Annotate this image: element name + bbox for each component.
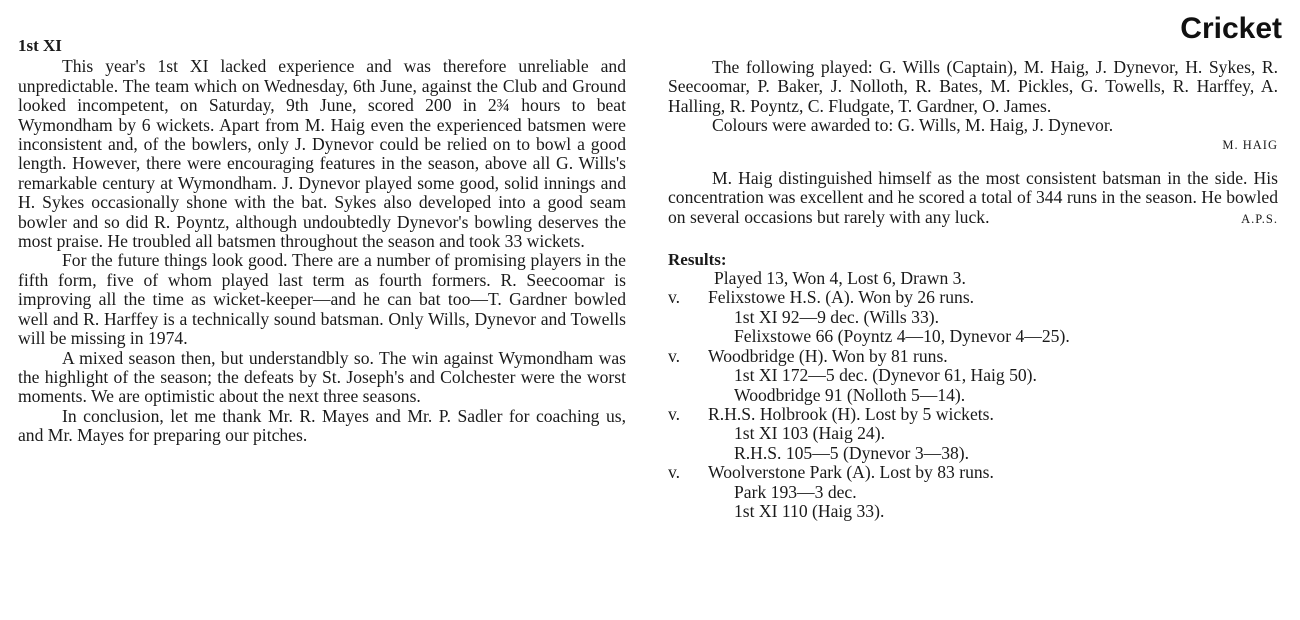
match-score: R.H.S. 105—5 (Dynevor 3—38).: [734, 442, 970, 463]
match-fixture-line: [668, 347, 1278, 366]
versus-marker: v.: [668, 462, 681, 483]
match-entry: [668, 463, 1278, 521]
match-entry: [668, 405, 1278, 463]
versus-marker: v.: [668, 403, 681, 424]
versus-marker: v.: [668, 345, 681, 366]
right-column: [668, 58, 1278, 521]
report-paragraph: In conclusion, let me thank Mr. R. Mayes and Mr. P. Sadler for coaching us, and Mr. Mayes for preparing our pitches.: [18, 405, 626, 446]
match-fixture: Woodbridge (H). Won by 81 runs.: [708, 345, 948, 366]
results-summary: Played 13, Won 4, Lost 6, Drawn 3.: [714, 268, 966, 289]
haig-paragraph: M. Haig distinguished himself as the most consistent batsman in the side. His concentration was excellent and he scored a total of 344 runs in the season. He bowled on several occasions but rarely with any luck.: [668, 168, 1278, 227]
match-fixture: Felixstowe H.S. (A). Won by 26 runs.: [708, 287, 975, 308]
page-label: Cricket: [1180, 12, 1282, 45]
match-score: 1st XI 172—5 dec. (Dynevor 61, Haig 50).: [734, 365, 1037, 386]
report-paragraph: A mixed season then, but understandbly so. The win against Wymondham was the highlight of the season; the defeats by St. Joseph's and Colchester were the worst moments. We are optimistic about the next three seasons.: [18, 347, 626, 407]
match-score: Felixstowe 66 (Poyntz 4—10, Dynevor 4—25).: [734, 326, 1070, 347]
match-score: 1st XI 92—9 dec. (Wills 33).: [734, 306, 940, 327]
report-paragraph: For the future things look good. There are a number of promising players in the fifth form, five of whom played last term as fourth formers. R. Seecoomar is improving all the time as wicket-keeper—and he can bat too—T. Gardner bowled well and R. Harffey is a technically sound batsman. Only Wills, Dynevor and Towells will be missing in 1974.: [18, 250, 626, 349]
match-list: [668, 288, 1278, 521]
report-paragraph: This year's 1st XI lacked experience and was therefore unreliable and unpredictable. The team which on Wednesday, 6th June, against the Club and Ground looked incompetent, on Saturday, 9th June, scored 200 in 2¾ hours to beat Wymondham by 6 wickets. Apart from M. Haig even the experienced batsmen were inconsistent and, of the bowlers, only J. Dynevor could be relied on to bowl a good length. However, there were encouraging features in the season, above all G. Wills's remarkable century at Wymondham. J. Dynevor played some good, solid innings and H. Sykes occasionally shone with the bat. Sykes also developed into a good seam bowler and so did R. Poyntz, although undoubtedly Dynevor's bowling deserves the most praise. He troubled all batsmen throughout the season and took 33 wickets.: [18, 56, 626, 252]
match-fixture-line: [668, 288, 1278, 307]
section-heading: 1st XI: [18, 36, 62, 55]
match-score: Park 193—3 dec.: [734, 481, 857, 502]
match-fixture-line: [668, 405, 1278, 424]
players-paragraph: The following played: G. Wills (Captain), M. Haig, J. Dynevor, H. Sykes, R. Seecoomar, P. Baker, J. Nolloth, R. Bates, M. Pickles, G. Towells, R. Harffey, A. Halling, R. Poyntz, C. Fludgate, T. Gardner, O. James.: [668, 57, 1278, 116]
match-fixture: R.H.S. Holbrook (H). Lost by 5 wickets.: [708, 403, 994, 424]
match-score: 1st XI 110 (Haig 33).: [734, 500, 885, 521]
results-heading: Results:: [668, 249, 727, 269]
author-credit: A.P.S.: [1241, 212, 1278, 227]
versus-marker: v.: [668, 287, 681, 308]
match-entry: [668, 288, 1278, 346]
match-entry: [668, 347, 1278, 405]
match-score: 1st XI 103 (Haig 24).: [734, 423, 885, 444]
left-column: [18, 36, 626, 446]
match-fixture: Woolverstone Park (A). Lost by 83 runs.: [708, 462, 994, 483]
match-fixture-line: [668, 463, 1278, 482]
match-score: Woodbridge 91 (Nolloth 5—14).: [734, 384, 966, 405]
colours-paragraph: Colours were awarded to: G. Wills, M. Haig, J. Dynevor.: [712, 115, 1114, 136]
author-credit: M. HAIG: [1222, 137, 1278, 152]
